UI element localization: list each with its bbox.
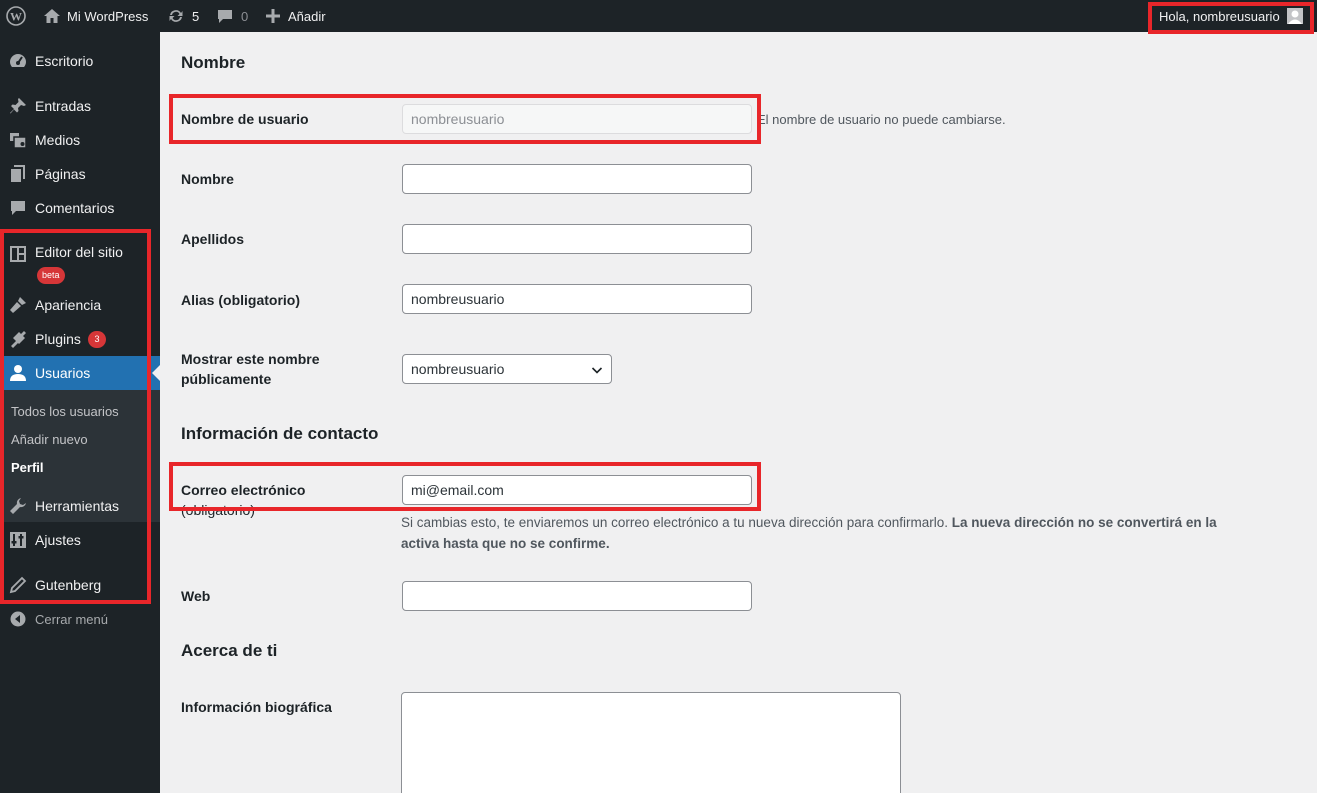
media-icon (8, 130, 28, 150)
email-label-line2: (obligatorio) (181, 502, 255, 518)
home-icon (43, 8, 61, 24)
sidebar-item-plugins[interactable] (0, 322, 160, 356)
first-name-label: Nombre (181, 171, 234, 187)
sidebar-item-label: Comentarios (35, 200, 115, 216)
pages-icon (8, 164, 28, 184)
add-new-label: Añadir (288, 8, 326, 24)
bio-label: Información biográfica (181, 699, 332, 715)
nickname-field[interactable]: nombreusuario (402, 284, 752, 314)
sidebar-item-label: Gutenberg (35, 577, 102, 593)
profile-form (160, 32, 1317, 793)
greeting: Hola, nombreusuario (1159, 8, 1280, 24)
email-note-bold-2: activa hasta que no se confirme. (401, 536, 610, 551)
sidebar-item-label: Páginas (35, 166, 86, 182)
sidebar-item-label: Apariencia (35, 297, 102, 313)
avatar (1287, 8, 1303, 24)
sidebar-item-herramientas[interactable] (0, 489, 160, 523)
submenu-item-todos-los-usuarios[interactable]: Todos los usuarios (11, 404, 119, 419)
add-new-link[interactable] (266, 0, 326, 32)
svg-text:W: W (10, 9, 22, 24)
sidebar-item-usuarios[interactable] (0, 356, 160, 390)
sidebar-item-label: Usuarios (35, 365, 91, 381)
plus-icon (266, 9, 280, 23)
email-note-text: Si cambias esto, te enviaremos un correo electrónico a tu nueva dirección para confirmarlo. (401, 515, 949, 530)
comment-bubble-icon (217, 8, 233, 24)
updates-link[interactable] (167, 0, 199, 32)
users-icon (8, 363, 28, 383)
sidebar-item-paginas[interactable] (0, 157, 160, 191)
updates-icon (167, 7, 185, 25)
email-field[interactable]: mi@email.com (402, 475, 752, 505)
sidebar-item-ajustes[interactable] (0, 523, 160, 557)
section-title-about: Acerca de ti (181, 641, 278, 660)
gutenberg-icon (8, 575, 28, 595)
current-menu-arrow (152, 365, 160, 381)
bio-textarea[interactable] (401, 692, 901, 793)
dashboard-icon (8, 51, 28, 71)
wordpress-icon (6, 6, 26, 26)
sidebar-item-label: Herramientas (35, 498, 120, 514)
sidebar-item-label: Escritorio (35, 53, 94, 69)
submenu-item-anadir-nuevo[interactable]: Añadir nuevo (11, 432, 88, 447)
username-note: El nombre de usuario no puede cambiarse. (757, 112, 1006, 127)
beta-badge: beta (37, 267, 65, 284)
section-title-name: Nombre (181, 53, 246, 72)
username-field: nombreusuario (402, 104, 752, 134)
display-name-value: nombreusuario (411, 361, 505, 377)
sidebar-item-escritorio[interactable] (0, 44, 160, 78)
email-note (401, 512, 1301, 554)
appearance-icon (8, 295, 28, 315)
pin-icon (8, 96, 28, 116)
website-field[interactable] (402, 581, 752, 611)
site-editor-icon (8, 244, 28, 264)
sidebar-item-medios[interactable] (0, 123, 160, 157)
collapse-menu-button[interactable] (0, 602, 160, 636)
nickname-label: Alias (obligatorio) (181, 292, 300, 308)
admin-bar (0, 0, 1317, 32)
site-name: Mi WordPress (67, 8, 149, 24)
admin-sidebar (0, 32, 160, 793)
sidebar-item-label: Ajustes (35, 532, 81, 548)
collapse-menu-label: Cerrar menú (35, 611, 108, 627)
comments-link[interactable] (217, 0, 248, 32)
comments-count: 0 (241, 8, 249, 24)
my-account-link[interactable] (1159, 0, 1303, 32)
section-title-contact: Información de contacto (181, 424, 379, 443)
display-name-label (181, 349, 361, 389)
sidebar-item-editor-del-sitio[interactable] (0, 236, 160, 288)
display-name-select[interactable] (402, 354, 612, 384)
tools-icon (8, 496, 28, 516)
email-note-bold: La nueva dirección no se convertirá en la (951, 515, 1217, 530)
chevron-down-icon (591, 363, 603, 379)
plugins-icon (8, 329, 28, 349)
first-name-field[interactable] (402, 164, 752, 194)
sidebar-item-label: Medios (35, 132, 81, 148)
display-name-label-line2: públicamente (181, 371, 272, 387)
site-name-link[interactable] (43, 0, 148, 32)
web-label: Web (181, 588, 211, 604)
sidebar-item-comentarios[interactable] (0, 191, 160, 225)
settings-icon (8, 530, 28, 550)
last-name-field[interactable] (402, 224, 752, 254)
email-label-line1: Correo electrónico (181, 482, 306, 498)
sidebar-item-label: Entradas (35, 98, 92, 114)
updates-count: 5 (192, 8, 200, 24)
wordpress-logo-icon[interactable] (6, 0, 26, 32)
sidebar-item-apariencia[interactable] (0, 288, 160, 322)
submenu-item-perfil[interactable]: Perfil (11, 460, 44, 475)
email-label (181, 480, 361, 520)
comments-icon (8, 198, 28, 218)
username-label: Nombre de usuario (181, 111, 309, 127)
sidebar-item-label: Editor del sitio (35, 244, 123, 260)
plugins-update-badge: 3 (88, 331, 106, 348)
last-name-label: Apellidos (181, 231, 245, 247)
display-name-label-line1: Mostrar este nombre (181, 351, 320, 367)
sidebar-item-gutenberg[interactable] (0, 568, 160, 602)
sidebar-item-label: Plugins (35, 331, 81, 347)
collapse-arrow-icon (8, 609, 28, 629)
sidebar-item-entradas[interactable] (0, 89, 160, 123)
